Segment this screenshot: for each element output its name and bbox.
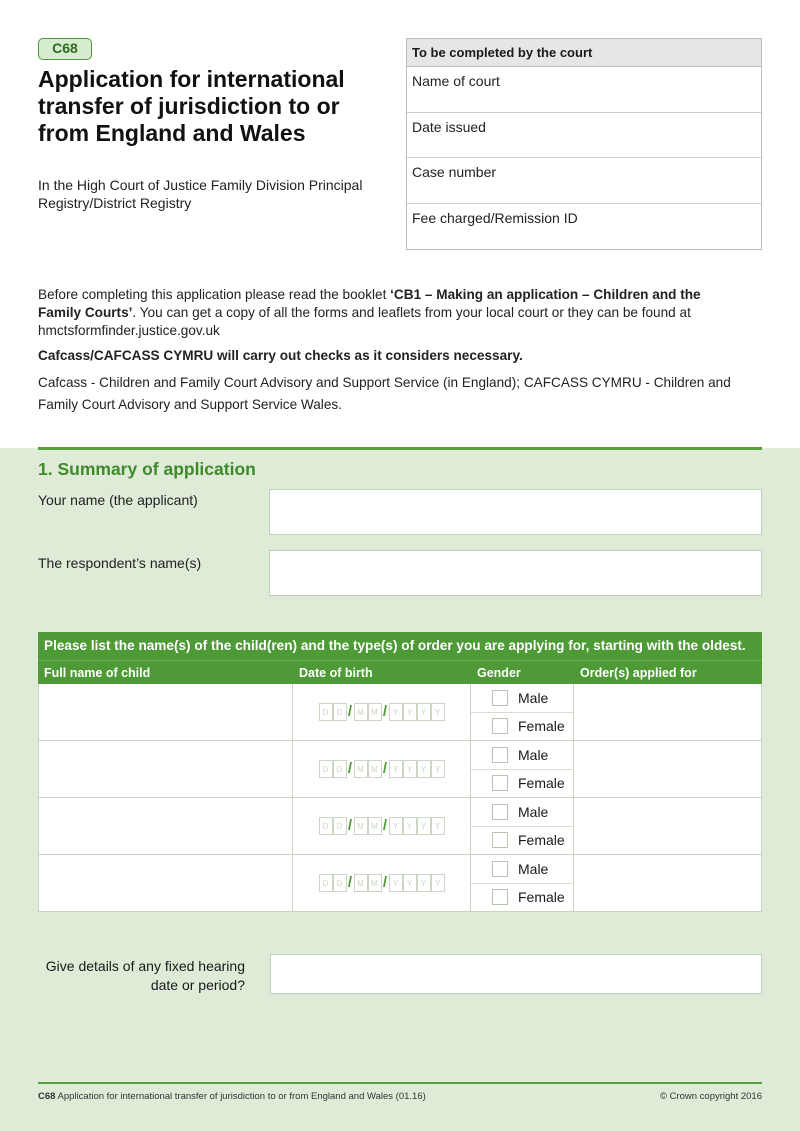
- section-title: 1. Summary of application: [38, 459, 256, 479]
- dob-separator: /: [382, 703, 388, 720]
- dob-digit-cell[interactable]: Y: [403, 760, 417, 778]
- dob-digit-cell[interactable]: D: [333, 760, 347, 778]
- gender-option-label: Female: [518, 889, 565, 906]
- dob-digit-cell[interactable]: M: [368, 817, 382, 835]
- child-gender: [471, 741, 574, 797]
- dob-digit-cell[interactable]: Y: [431, 874, 445, 892]
- dob-digit-cell[interactable]: D: [319, 817, 333, 835]
- hearing-label: Give details of any fixed hearing date or period?: [45, 958, 245, 993]
- child-orders-input[interactable]: [574, 798, 762, 854]
- child-orders-input[interactable]: [574, 855, 762, 911]
- child-orders-input[interactable]: [574, 741, 762, 797]
- col-full-name: Full name of child: [44, 666, 151, 680]
- respondent-label: The respondent’s name(s): [38, 555, 202, 571]
- dob-digit-cell[interactable]: Y: [389, 760, 403, 778]
- col-orders: Order(s) applied for: [580, 666, 697, 680]
- form-code-badge: C68: [38, 38, 92, 60]
- dob-digit-cell[interactable]: M: [354, 817, 368, 835]
- footer-copyright: © Crown copyright 2016: [659, 1091, 762, 1102]
- dob-separator: /: [382, 760, 388, 777]
- dob-digit-cell[interactable]: M: [368, 703, 382, 721]
- respondent-name-input[interactable]: [269, 550, 762, 596]
- booklet-reference: ‘CB1 – Making an application – Children and the Family Courts’: [38, 287, 701, 320]
- dob-digit-cell[interactable]: Y: [431, 817, 445, 835]
- gender-option-male: [471, 741, 573, 770]
- dob-digit-cell[interactable]: Y: [389, 703, 403, 721]
- child-gender: [471, 684, 574, 740]
- dob-separator: /: [347, 874, 353, 891]
- dob-digit-cell[interactable]: Y: [389, 817, 403, 835]
- dob-digit-cell[interactable]: D: [333, 703, 347, 721]
- child-row: [38, 684, 762, 741]
- child-dob-input[interactable]: [293, 855, 471, 911]
- child-name-input[interactable]: [38, 798, 293, 854]
- children-table-header: Please list the name(s) of the child(ren) and the type(s) of order you are applying for, starting with the oldest.: [38, 632, 762, 660]
- gender-option-female: [471, 827, 573, 855]
- gender-option-label: Male: [518, 803, 549, 820]
- intro-paragraph-2: [38, 347, 738, 365]
- gender-option-male: [471, 855, 573, 884]
- dob-digit-cell[interactable]: Y: [417, 760, 431, 778]
- intro-p1-rest: . You can get a copy of all the forms and leaflets from your local court or they can be found at hmctsformfinder.justice.gov.uk: [38, 305, 691, 338]
- section-divider: [38, 447, 762, 450]
- child-gender: [471, 798, 574, 854]
- gender-female-checkbox[interactable]: [492, 718, 508, 734]
- dob-digit-cell[interactable]: Y: [431, 760, 445, 778]
- child-name-input[interactable]: [38, 684, 293, 740]
- gender-male-checkbox[interactable]: [492, 804, 508, 820]
- intro-text: [38, 286, 738, 423]
- gender-option-male: [471, 798, 573, 827]
- children-table-columns: [38, 660, 762, 684]
- dob-digit-cell[interactable]: M: [368, 760, 382, 778]
- gender-female-checkbox[interactable]: [492, 832, 508, 848]
- cafcass-notice: Cafcass/CAFCASS CYMRU will carry out checks as it considers necessary.: [38, 348, 523, 363]
- gender-option-female: [471, 770, 573, 798]
- applicant-label: Your name (the applicant): [38, 492, 198, 508]
- child-row: [38, 741, 762, 798]
- fee-charged-field[interactable]: Fee charged/Remission ID: [412, 209, 578, 226]
- gender-option-label: Female: [518, 775, 565, 792]
- child-name-input[interactable]: [38, 741, 293, 797]
- gender-option-label: Male: [518, 746, 549, 763]
- gender-option-male: [471, 684, 573, 713]
- footer-form-reference: [38, 1091, 426, 1102]
- dob-digit-cell[interactable]: D: [333, 817, 347, 835]
- intro-p1-text: Before completing this application please read the booklet: [38, 287, 391, 302]
- dob-digit-cell[interactable]: Y: [417, 703, 431, 721]
- child-orders-input[interactable]: [574, 684, 762, 740]
- dob-digit-cell[interactable]: D: [319, 874, 333, 892]
- dob-digit-cell[interactable]: M: [354, 703, 368, 721]
- children-table-body: [38, 684, 762, 912]
- dob-digit-cell[interactable]: Y: [431, 703, 445, 721]
- child-gender: [471, 855, 574, 911]
- gender-option-label: Female: [518, 832, 565, 849]
- dob-digit-cell[interactable]: Y: [389, 874, 403, 892]
- court-box-header: To be completed by the court: [407, 39, 761, 67]
- dob-digit-cell[interactable]: Y: [403, 817, 417, 835]
- child-name-input[interactable]: [38, 855, 293, 911]
- gender-male-checkbox[interactable]: [492, 861, 508, 877]
- gender-male-checkbox[interactable]: [492, 747, 508, 763]
- gender-option-label: Male: [518, 860, 549, 877]
- child-dob-input[interactable]: [293, 684, 471, 740]
- court-use-box: [406, 38, 762, 250]
- court-name-field[interactable]: Name of court: [407, 67, 761, 113]
- child-dob-input[interactable]: [293, 798, 471, 854]
- case-number-field[interactable]: Case number: [407, 158, 761, 204]
- col-gender: Gender: [477, 666, 521, 680]
- dob-digit-cell[interactable]: D: [319, 760, 333, 778]
- dob-digit-cell[interactable]: M: [368, 874, 382, 892]
- footer-divider: [38, 1082, 762, 1084]
- intro-paragraph-3: Cafcass - Children and Family Court Advisory and Support Service (in England); CAFCASS CYMRU - Children and Family Court Advisory and Support Service Wales.: [38, 375, 731, 412]
- applicant-name-input[interactable]: [269, 489, 762, 535]
- form-title: Application for international transfer of jurisdiction to or from England and Wales: [38, 66, 345, 146]
- gender-option-label: Female: [518, 718, 565, 735]
- dob-digit-cell[interactable]: D: [319, 703, 333, 721]
- dob-digit-cell[interactable]: M: [354, 874, 368, 892]
- dob-separator: /: [347, 703, 353, 720]
- child-row: [38, 798, 762, 855]
- children-table: [38, 632, 762, 912]
- dob-separator: /: [347, 760, 353, 777]
- gender-option-female: [471, 713, 573, 741]
- intro-paragraph-1: [38, 286, 738, 340]
- dob-digit-cell[interactable]: M: [354, 760, 368, 778]
- dob-digit-cell[interactable]: Y: [403, 703, 417, 721]
- col-date-of-birth: Date of birth: [299, 666, 373, 680]
- dob-digit-cell[interactable]: D: [333, 874, 347, 892]
- dob-digit-cell[interactable]: Y: [403, 874, 417, 892]
- gender-female-checkbox[interactable]: [492, 775, 508, 791]
- child-dob-input[interactable]: [293, 741, 471, 797]
- gender-option-female: [471, 884, 573, 912]
- hearing-details-input[interactable]: [270, 954, 762, 994]
- gender-female-checkbox[interactable]: [492, 889, 508, 905]
- dob-digit-cell[interactable]: Y: [417, 874, 431, 892]
- child-row: [38, 855, 762, 912]
- gender-option-label: Male: [518, 689, 549, 706]
- footer-text: Application for international transfer of jurisdiction to or from England and Wales (01.16): [55, 1091, 426, 1102]
- gender-male-checkbox[interactable]: [492, 690, 508, 706]
- dob-separator: /: [382, 874, 388, 891]
- footer-code: C68: [38, 1091, 56, 1102]
- court-line: In the High Court of Justice Family Division Principal Registry/District Registry: [38, 177, 363, 211]
- dob-separator: /: [382, 817, 388, 834]
- dob-digit-cell[interactable]: Y: [417, 817, 431, 835]
- date-issued-field[interactable]: Date issued: [407, 113, 761, 159]
- dob-separator: /: [347, 817, 353, 834]
